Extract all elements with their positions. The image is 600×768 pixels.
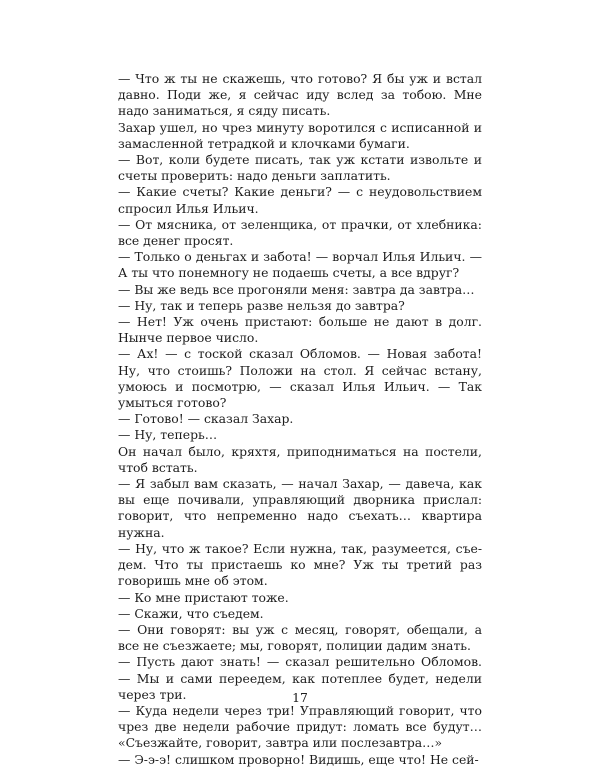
paragraph: — Ну, так и теперь разве нельзя до завтра? [118, 297, 405, 313]
page-number: 17 [292, 690, 308, 705]
paragraph: — Только о деньгах и забота! — ворчал Илья Ильич. — А ты что понемногу не подаешь счеты, а все вдруг? [118, 249, 482, 281]
paragraph: — Куда недели через три! Управляющий говорит, что чрез две недели рабочие придут: ломать все будут… «Съезжайте, говорит, завтра или послезавтра…» [118, 702, 482, 751]
body-text [118, 71, 482, 768]
paragraph: — Скажи, что съедем. [118, 605, 264, 621]
paragraph: — Готово! — сказал Захар. [118, 411, 294, 427]
paragraph: — Ко мне пристают тоже. [118, 589, 289, 605]
paragraph: — Я забыл вам сказать, — начал Захар, — давеча, как вы еще почивали, управляющий дворника прислал: говорит, что непременно надо съехать… квартира нужна. [118, 476, 482, 540]
paragraph: — Пусть дают знать! — сказал решительно Обломов. — Мы и сами переедем, как потеплее будет, недели через три. [118, 654, 482, 702]
paragraph: — Ну, что ж такое? Если нужна, так, разумеется, съедем. Что ты пристаешь ко мне? Уж ты третий раз говоришь мне об этом. [118, 540, 482, 589]
paragraph: — Нет! Уж очень пристают: больше не дают в долг. Нынче первое число. [118, 314, 482, 346]
paragraph: Захар ушел, но чрез минуту воротился с исписанной и замасленной тетрадкой и клочками бумаги. [118, 119, 482, 151]
paragraph: — От мясника, от зеленщика, от прачки, от хлебника: все денег просят. [118, 216, 482, 249]
paragraph: — Вот, коли будете писать, так уж кстати извольте и счеты проверить: надо деньги заплатить. [118, 152, 482, 184]
paragraph: — Ах! — с тоской сказал Обломов. — Новая забота! Ну, что стоишь? Положи на стол. Я сейчас встану, умоюсь и посмотрю, — сказал Илья Ильич. — Так умыться готово? [118, 346, 482, 411]
paragraph: — Ну, теперь… [118, 427, 218, 443]
paragraph: — Э-э-э! слишком проворно! Видишь, еще что! Не сей- [118, 751, 479, 767]
paragraph: Он начал было, кряхтя, приподниматься на постели, чтоб встать. [118, 443, 482, 475]
paragraph: — Что ж ты не скажешь, что готово? Я бы уж и встал давно. Поди же, я сейчас иду вслед за тобою. Мне надо заниматься, я сяду писать. [118, 71, 482, 119]
paragraph: — Они говорят: вы уж с месяц, говорят, обещали, а все не съезжаете; мы, говорят, полиции дадим знать. [118, 621, 482, 654]
paragraph: — Вы же ведь все прогоняли меня: завтра да завтра… [118, 281, 475, 297]
paragraph: — Какие счеты? Какие деньги? — с неудовольствием спросил Илья Ильич. [118, 184, 482, 216]
